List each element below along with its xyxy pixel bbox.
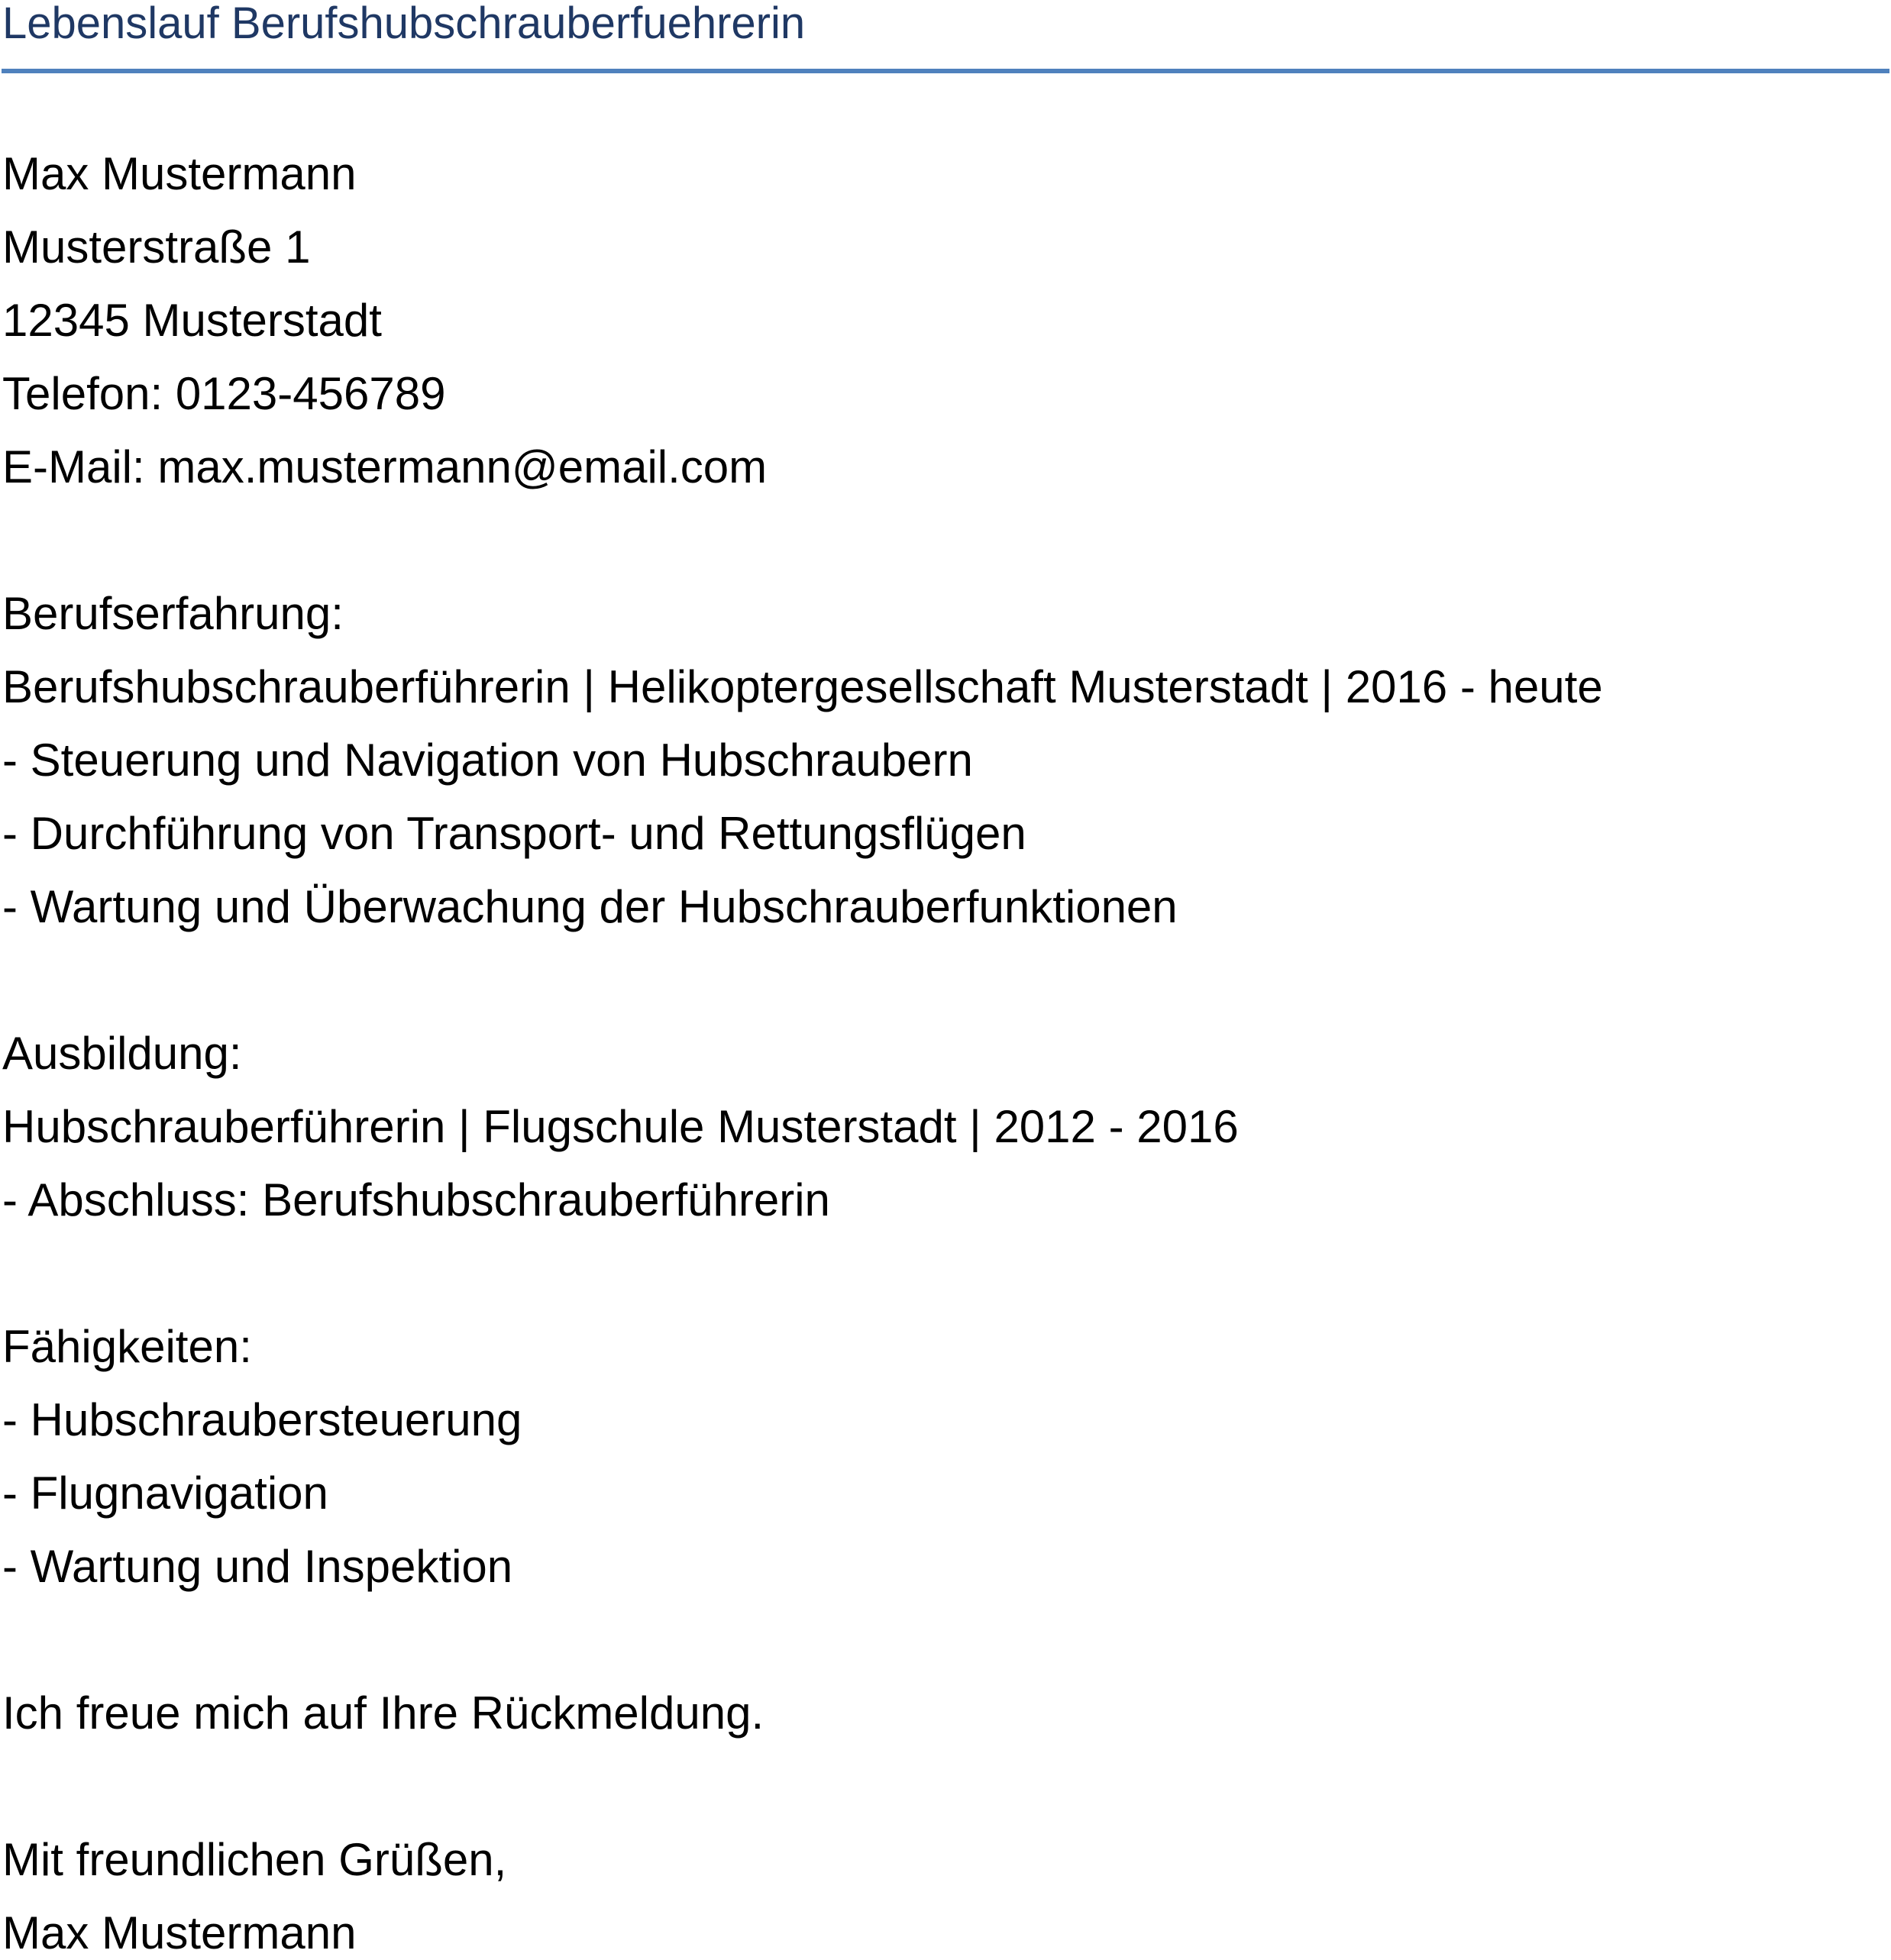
experience-bullet: - Durchführung von Transport- und Rettungsflügen [2,808,1026,859]
skills-bullet: - Hubschraubersteuerung [2,1394,522,1445]
education-entry: Hubschrauberführerin | Flugschule Musterstadt | 2012 - 2016 [2,1101,1239,1152]
experience-bullet: - Steuerung und Navigation von Hubschraubern [2,735,973,786]
closing-sentence: Ich freue mich auf Ihre Rückmeldung. [2,1687,764,1739]
document-title: Lebenslauf Berufshubschrauberfuehrerin [2,0,806,48]
experience-bullet: - Wartung und Überwachung der Hubschrauberfunktionen [2,881,1178,932]
experience-heading: Berufserfahrung: [2,588,344,639]
skills-bullet: - Wartung und Inspektion [2,1541,513,1592]
contact-city: 12345 Musterstadt [2,295,382,346]
education-heading: Ausbildung: [2,1028,242,1079]
contact-email: E-Mail: max.mustermann@email.com [2,441,768,492]
greeting: Mit freundlichen Grüßen, [2,1834,507,1885]
signature: Max Mustermann [2,1907,357,1958]
title-underline [2,69,1889,73]
contact-phone: Telefon: 0123-456789 [2,368,446,419]
contact-street: Musterstraße 1 [2,221,311,273]
skills-bullet: - Flugnavigation [2,1468,328,1519]
experience-position: Berufshubschrauberführerin | Helikoptergesellschaft Musterstadt | 2016 - heute [2,661,1603,712]
contact-name: Max Mustermann [2,148,357,199]
skills-heading: Fähigkeiten: [2,1321,252,1372]
education-bullet: - Abschluss: Berufshubschrauberführerin [2,1174,830,1225]
